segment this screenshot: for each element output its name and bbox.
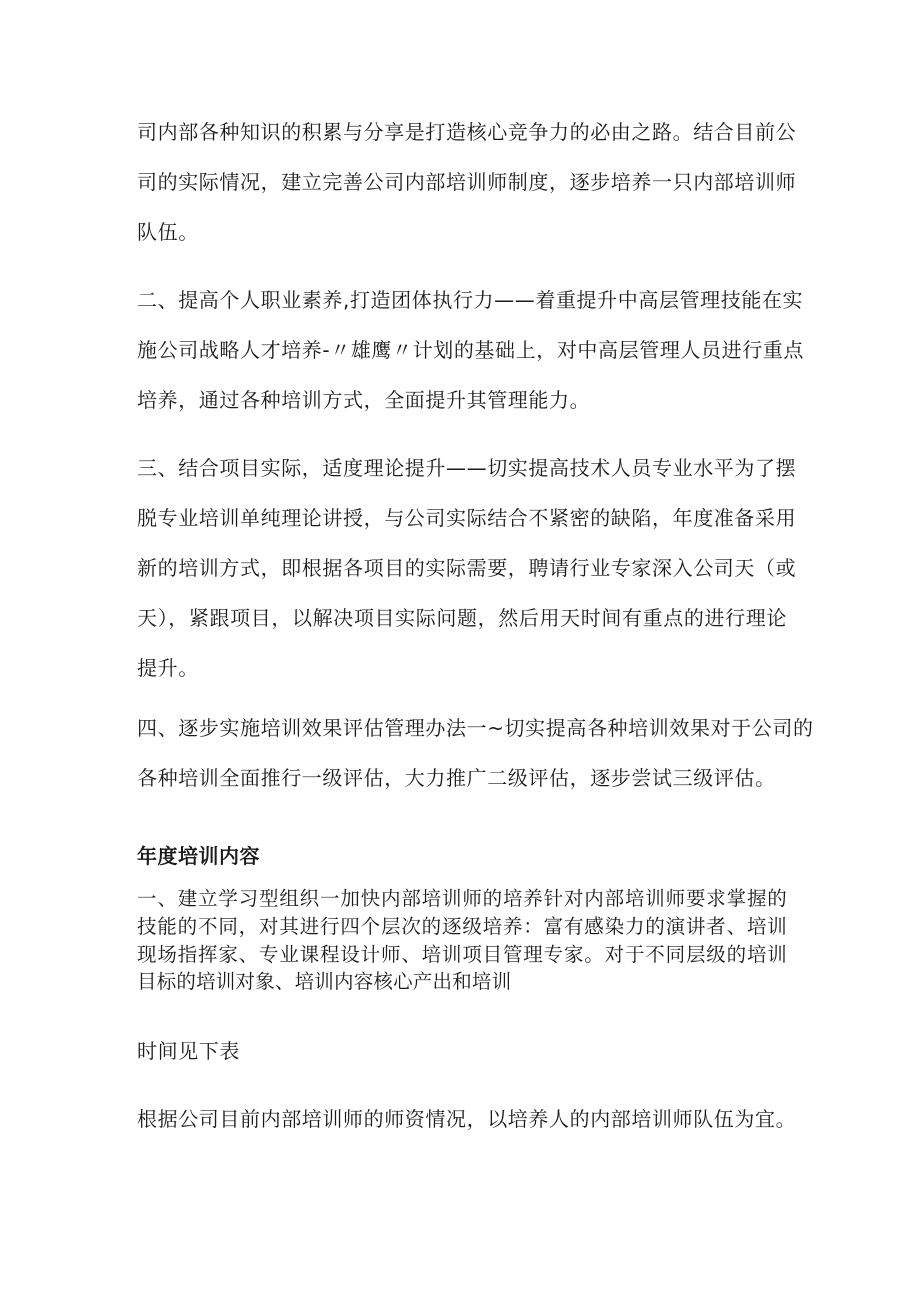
paragraph-1-line-1: 司内部各种知识的积累与分享是打造核心竞争力的必由之路。结合目前公 [137, 120, 797, 144]
paragraph-1-line-2: 司的实际情况，建立完善公司内部培训师制度，逐步培养一只内部培训师 [137, 170, 797, 194]
section-heading: 年度培训内容 [137, 844, 260, 868]
paragraph-3-line-5: 提升。 [137, 656, 199, 680]
paragraph-6: 时间见下表 [137, 1039, 240, 1063]
paragraph-4-line-2: 各种培训全面推行一级评估，大力推广二级评估，逐步尝试三级评估。 [137, 766, 776, 790]
paragraph-7: 根据公司目前内部培训师的师资情况，以培养人的内部培训师队伍为宜。 [137, 1107, 797, 1131]
paragraph-3-line-1: 三、结合项目实际，适度理论提升——切实提高技术人员专业水平为了摆 [137, 456, 797, 480]
paragraph-3-line-4: 天），紧跟项目，以解决项目实际问题，然后用天时间有重点的进行理论 [137, 606, 787, 630]
paragraph-3-line-2: 脱专业培训单纯理论讲授，与公司实际结合不紧密的缺陷，年度准备采用 [137, 506, 797, 530]
paragraph-1-line-3: 队伍。 [137, 220, 199, 244]
paragraph-5-line-2: 技能的不同，对其进行四个层次的逐级培养：富有感染力的演讲者、培训 [137, 915, 787, 938]
paragraph-5-line-3: 现场指挥家、专业课程设计师、培训项目管理专家。对于不同层级的培训 [137, 943, 787, 966]
paragraph-2-line-1: 二、提高个人职业素养,打造团体执行力——着重提升中高层管理技能在实 [137, 288, 804, 312]
paragraph-5-line-1: 一、建立学习型组织一加快内部培训师的培养针对内部培训师要求掌握的 [137, 887, 787, 910]
paragraph-3-line-3: 新的培训方式，即根据各项目的实际需要，聘请行业专家深入公司天（或 [137, 556, 797, 580]
paragraph-2-line-3: 培养，通过各种培训方式，全面提升其管理能力。 [137, 388, 591, 412]
paragraph-2-line-2: 施公司战略人才培养-〃雄鹰〃计划的基础上，对中高层管理人员进行重点 [137, 338, 805, 362]
paragraph-4-line-1: 四、逐步实施培训效果评估管理办法一~切实提高各种培训效果对于公司的 [137, 716, 814, 740]
paragraph-5-line-4: 目标的培训对象、培训内容核心产出和培训 [137, 970, 512, 993]
